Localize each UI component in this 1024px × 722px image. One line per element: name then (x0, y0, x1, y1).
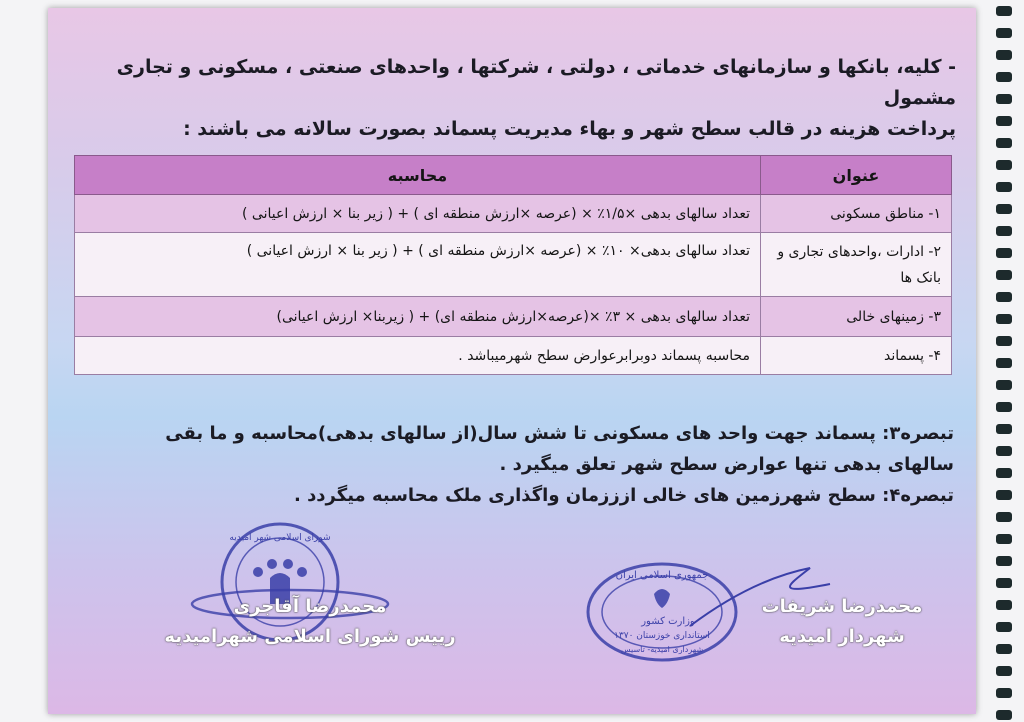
binding-ring (996, 160, 1012, 170)
binding-ring (996, 402, 1012, 412)
binding-ring (996, 270, 1012, 280)
binding-ring (996, 358, 1012, 368)
seal-bottom-text: استانداری خوزستان ۱۳۷۰ (614, 631, 710, 641)
binding-ring (996, 424, 1012, 434)
intro-paragraph (76, 52, 956, 145)
binding-ring (996, 116, 1012, 126)
row-title: ۱- مناطق مسکونی (761, 195, 952, 233)
binding-ring (996, 314, 1012, 324)
row-calc: محاسبه پسماند دوبرابرعوارض سطح شهرمیباشد . (75, 337, 761, 375)
table-header-row (75, 156, 952, 195)
binding-ring (996, 512, 1012, 522)
note-3: تبصره۳: پسماند جهت واحد های مسکونی تا شش سال(از سالهای بدهی)محاسبه و ما بقی سالهای بدهی تنها عوارض سطح شهر تعلق میگیرد . (165, 423, 954, 475)
binding-ring (996, 94, 1012, 104)
council-seal-text: شورای اسلامی شهر امیدیه (229, 533, 331, 543)
binding-ring (996, 226, 1012, 236)
binding-ring (996, 556, 1012, 566)
binding-ring (996, 336, 1012, 346)
binding-ring (996, 50, 1012, 60)
table-row (75, 337, 952, 375)
fee-calculation-table (74, 155, 952, 375)
binding-ring (996, 204, 1012, 214)
binding-ring (996, 666, 1012, 676)
binding-ring (996, 578, 1012, 588)
seal-top-text: جمهوری اسلامی ایران (615, 570, 709, 581)
signer-role-right: شهردار امیدیه (779, 626, 905, 647)
notes-section (94, 418, 954, 511)
binding-ring (996, 688, 1012, 698)
signature-right (742, 592, 942, 652)
binding-ring (996, 6, 1012, 16)
binding-ring (996, 138, 1012, 148)
seal-sub-text: شهرداری امیدیه- تاسیس (620, 645, 704, 654)
row-calc: تعداد سالهای بدهی× ۱۰٪ × (عرصه ×ارزش منطقه ای ) + ( زیر بنا × ارزش اعیانی ) (75, 233, 761, 297)
binding-ring (996, 490, 1012, 500)
binding-ring (996, 72, 1012, 82)
intro-line-1: - کلیه، بانکها و سازمانهای خدماتی ، دولتی ، شرکتها ، واحدهای صنعتی ، مسکونی و تجاری مشمول (116, 56, 956, 109)
binding-ring (996, 600, 1012, 610)
row-title: ۳- زمینهای خالی (761, 297, 952, 337)
row-title: ۲- ادارات ،واحدهای تجاری و بانک ها (761, 233, 952, 297)
signature-left (150, 592, 470, 652)
binding-ring (996, 28, 1012, 38)
note-4: تبصره۴: سطح شهرزمین های خالی ازززمان واگذاری ملک محاسبه میگردد . (293, 485, 954, 506)
binding-ring (996, 292, 1012, 302)
seal-mid-text: وزارت کشور (641, 616, 695, 627)
binding-ring (996, 534, 1012, 544)
table-row (75, 297, 952, 337)
signer-role-left: رییس شورای اسلامی شهرامیدیه (164, 626, 456, 647)
row-title: ۴- پسماند (761, 337, 952, 375)
binding-ring (996, 446, 1012, 456)
spiral-binding (994, 0, 1016, 722)
row-calc: تعداد سالهای بدهی ×۱/۵٪ × (عرصه ×ارزش منطقه ای ) + ( زیر بنا × ارزش اعیانی ) (75, 195, 761, 233)
intro-line-2: پرداخت هزینه در قالب سطح شهر و بهاء مدیریت پسماند بصورت سالانه می باشند : (183, 118, 956, 140)
binding-ring (996, 380, 1012, 390)
row-calc: تعداد سالهای بدهی × ۳٪ ×(عرصه×ارزش منطقه ای) + ( زیربنا× ارزش اعیانی) (75, 297, 761, 337)
binding-ring (996, 182, 1012, 192)
header-title: عنوان (761, 156, 952, 195)
binding-ring (996, 710, 1012, 720)
table-row (75, 233, 952, 297)
signer-name-left: محمدرضا آقاجری (233, 596, 387, 617)
header-calc: محاسبه (75, 156, 761, 195)
signer-name-right: محمدرضا شریفات (761, 596, 923, 617)
binding-ring (996, 248, 1012, 258)
binding-ring (996, 644, 1012, 654)
binding-ring (996, 622, 1012, 632)
binding-ring (996, 468, 1012, 478)
table-row (75, 195, 952, 233)
